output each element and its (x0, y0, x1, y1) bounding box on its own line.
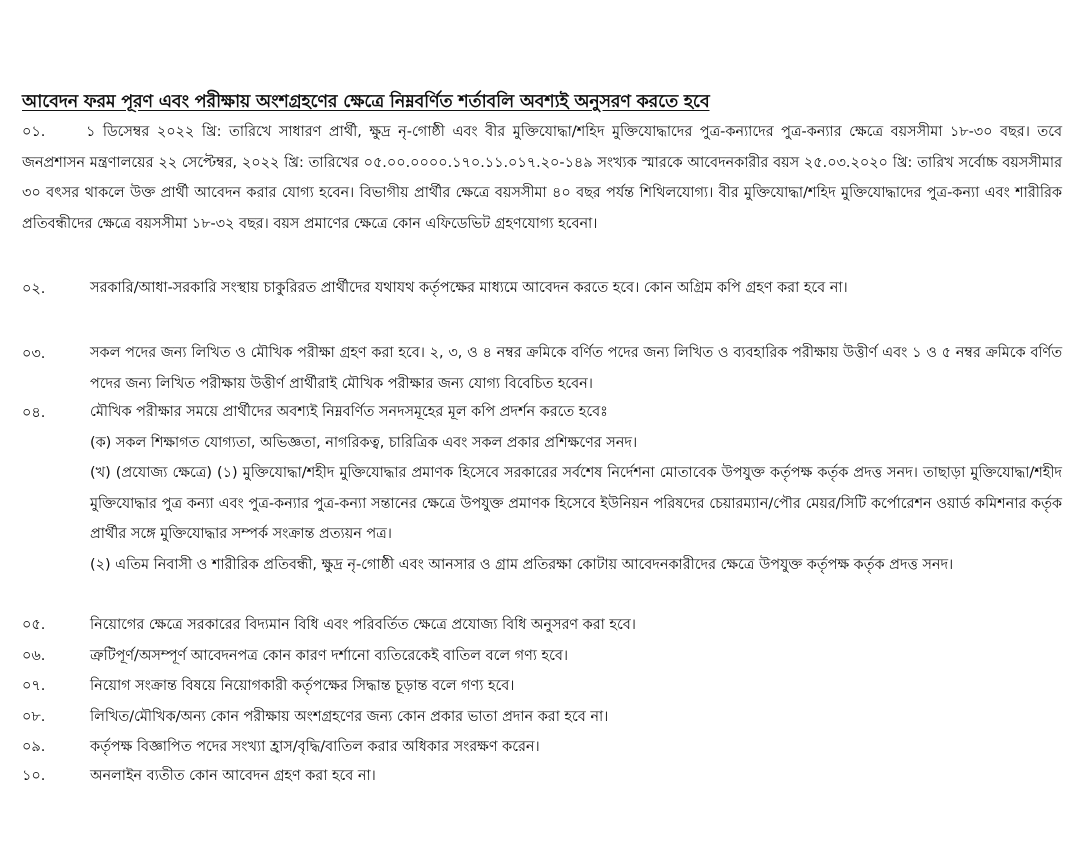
condition-item-04 (22, 397, 1062, 580)
page-title: আবেদন ফরম পূরণ এবং পরীক্ষায় অংশগ্রহণের ক্ষেত্রে নিম্নবর্ণিত শর্তাবলি অবশ্যই অনুসরণ করতে হবে (22, 92, 710, 112)
item-number: ০১. (22, 124, 46, 140)
item-text: নিয়োগ সংক্রান্ত বিষয়ে নিয়োগকারী কর্তৃপক্ষের সিদ্ধান্ত চূড়ান্ত বলে গণ্য হবে। (90, 678, 515, 694)
item-text: সরকারি/আধা-সরকারি সংস্থায় চাকুরিরত প্রার্থীদের যথাযথ কর্তৃপক্ষের মাধ্যমে আবেদন করতে হবে। কোন অগ্রিম কপি গ্রহণ করা হবে না। (90, 280, 848, 296)
item-text: লিখিত/মৌখিক/অন্য কোন পরীক্ষায় অংশগ্রহণের জন্য কোন প্রকার ভাতা প্রদান করা হবে না। (90, 709, 609, 725)
item-text: ত্রুটিপূর্ণ/অসম্পূর্ণ আবেদনপত্র কোন কারণ দর্শানো ব্যতিরেকেই বাতিল বলে গণ্য হবে। (90, 648, 569, 664)
item-number: ০৩. (22, 346, 46, 362)
condition-item-06 (22, 644, 1062, 668)
item-number: ০৯. (22, 739, 46, 755)
item-text: অনলাইন ব্যতীত কোন আবেদন গ্রহণ করা হবে না। (90, 768, 376, 784)
item-number: ০৮. (22, 709, 46, 725)
item-number: ০২. (22, 281, 46, 297)
condition-item-08 (22, 705, 1062, 729)
condition-item-03 (22, 338, 1062, 400)
item-number: ১০. (22, 768, 46, 784)
item-text: সকল পদের জন্য লিখিত ও মৌখিক পরীক্ষা গ্রহণ করা হবে। ২, ৩, ও ৪ নম্বর ক্রমিকে বর্ণিত পদের জন্য লিখিত ও ব্যবহারিক পরীক্ষায় উত্তীর্ণ এবং ১ ও ৫ নম্বর ক্রমিকে বর্ণিত পদের জন্য লিখিত পরীক্ষায় উত্তীর্ণ প্রার্থীরাই মৌখিক পরীক্ষার জন্য যোগ্য বিবেচিত হবেন। (90, 345, 1062, 392)
condition-item-01 (22, 117, 1062, 239)
item-text: মৌখিক পরীক্ষার সময়ে প্রার্থীদের অবশ্যই নিম্নবর্ণিত সনদসমূহের মূল কপি প্রদর্শন করতে হবেঃ (90, 404, 608, 420)
item-text: নিয়োগের ক্ষেত্রে সরকারের বিদ্যমান বিধি এবং পরিবর্তিত ক্ষেত্রে প্রযোজ্য বিধি অনুসরণ করা হবে। (90, 617, 636, 633)
sub-item-ka: (ক) সকল শিক্ষাগত যোগ্যতা, অভিজ্ঞতা, নাগরিকত্ব, চারিত্রিক এবং সকল প্রকার প্রশিক্ষণের সনদ। (90, 434, 638, 451)
condition-item-10 (22, 764, 1062, 788)
item-number: ০৭. (22, 678, 46, 694)
item-number: ০৪. (22, 405, 46, 421)
sub-item-kha-2: (২) এতিম নিবাসী ও শারীরিক প্রতিবন্ধী, ক্ষুদ্র নৃ-গোষ্ঠী এবং আনসার ও গ্রাম প্রতিরক্ষা কোটায় আবেদনকারীদের ক্ষেত্রে উপযুক্ত কর্তৃপক্ষ কর্তৃক প্রদত্ত সনদ। (90, 556, 954, 573)
sub-item-kha: (খ) (প্রযোজ্য ক্ষেত্রে) (১) মুক্তিযোদ্ধা/শহীদ মুক্তিযোদ্ধার প্রমাণক হিসেবে সরকারের সর্বশেষ নির্দেশনা মোতাবেক উপযুক্ত কর্তৃপক্ষ কর্তৃক প্রদত্ত সনদ। তাছাড়া মুক্তিযোদ্ধা/শহীদ মুক্তিযোদ্ধার পুত্র কন্যা এবং পুত্র-কন্যার পুত্র-কন্যা সন্তানের ক্ষেত্রে উপযুক্ত প্রমাণক হিসেবে ইউনিয়ন পরিষদের চেয়ারম্যান/পৌর মেয়র/সিটি কর্পোরেশন ওয়ার্ড কমিশনার কর্তৃক প্রার্থীর সঙ্গে মুক্তিযোদ্ধার সম্পর্ক সংক্রান্ত প্রত্যয়ন পত্র। (90, 465, 1062, 542)
condition-item-07 (22, 674, 1062, 698)
condition-item-05 (22, 613, 1062, 637)
item-number: ০৬. (22, 648, 46, 664)
condition-item-09 (22, 735, 1062, 759)
item-number: ০৫. (22, 617, 46, 633)
item-text: কর্তৃপক্ষ বিজ্ঞাপিত পদের সংখ্যা হ্রাস/বৃদ্ধি/বাতিল করার অধিকার সংরক্ষণ করেন। (90, 739, 540, 755)
condition-item-02 (22, 273, 1062, 304)
item-text: ১ ডিসেম্বর ২০২২ খ্রি: তারিখে সাধারণ প্রার্থী, ক্ষুদ্র নৃ-গোষ্ঠী এবং বীর মুক্তিযোদ্ধা/শহিদ মুক্তিযোদ্ধাদের পুত্র-কন্যাদের পুত্র-কন্যার ক্ষেত্রে বয়সসীমা ১৮-৩০ বছর। তবে জনপ্রশাসন মন্ত্রণালয়ের ২২ সেপ্টেম্বর, ২০২২ খ্রি: তারিখের ০৫.০০.০০০০.১৭০.১১.০১৭.২০-১৪৯ সংখ্যক স্মারকে আবেদনকারীর বয়স ২৫.০৩.২০২০ খ্রি: তারিখ সর্বোচ্চ বয়সসীমার ৩০ বৎসর থাকলে উক্ত প্রার্থী আবেদন করার যোগ্য হবেন। বিভাগীয় প্রার্থীর ক্ষেত্রে বয়সসীমা ৪০ বছর পর্যন্ত শিথিলযোগ্য। বীর মুক্তিযোদ্ধা/শহিদ মুক্তিযোদ্ধাদের পুত্র-কন্যা এবং শারীরিক প্রতিবন্ধীদের ক্ষেত্রে বয়সসীমা ১৮-৩২ বছর। বয়স প্রমাণের ক্ষেত্রে কোন এফিডেভিট গ্রহণযোগ্য হবেনা। (22, 124, 1062, 232)
